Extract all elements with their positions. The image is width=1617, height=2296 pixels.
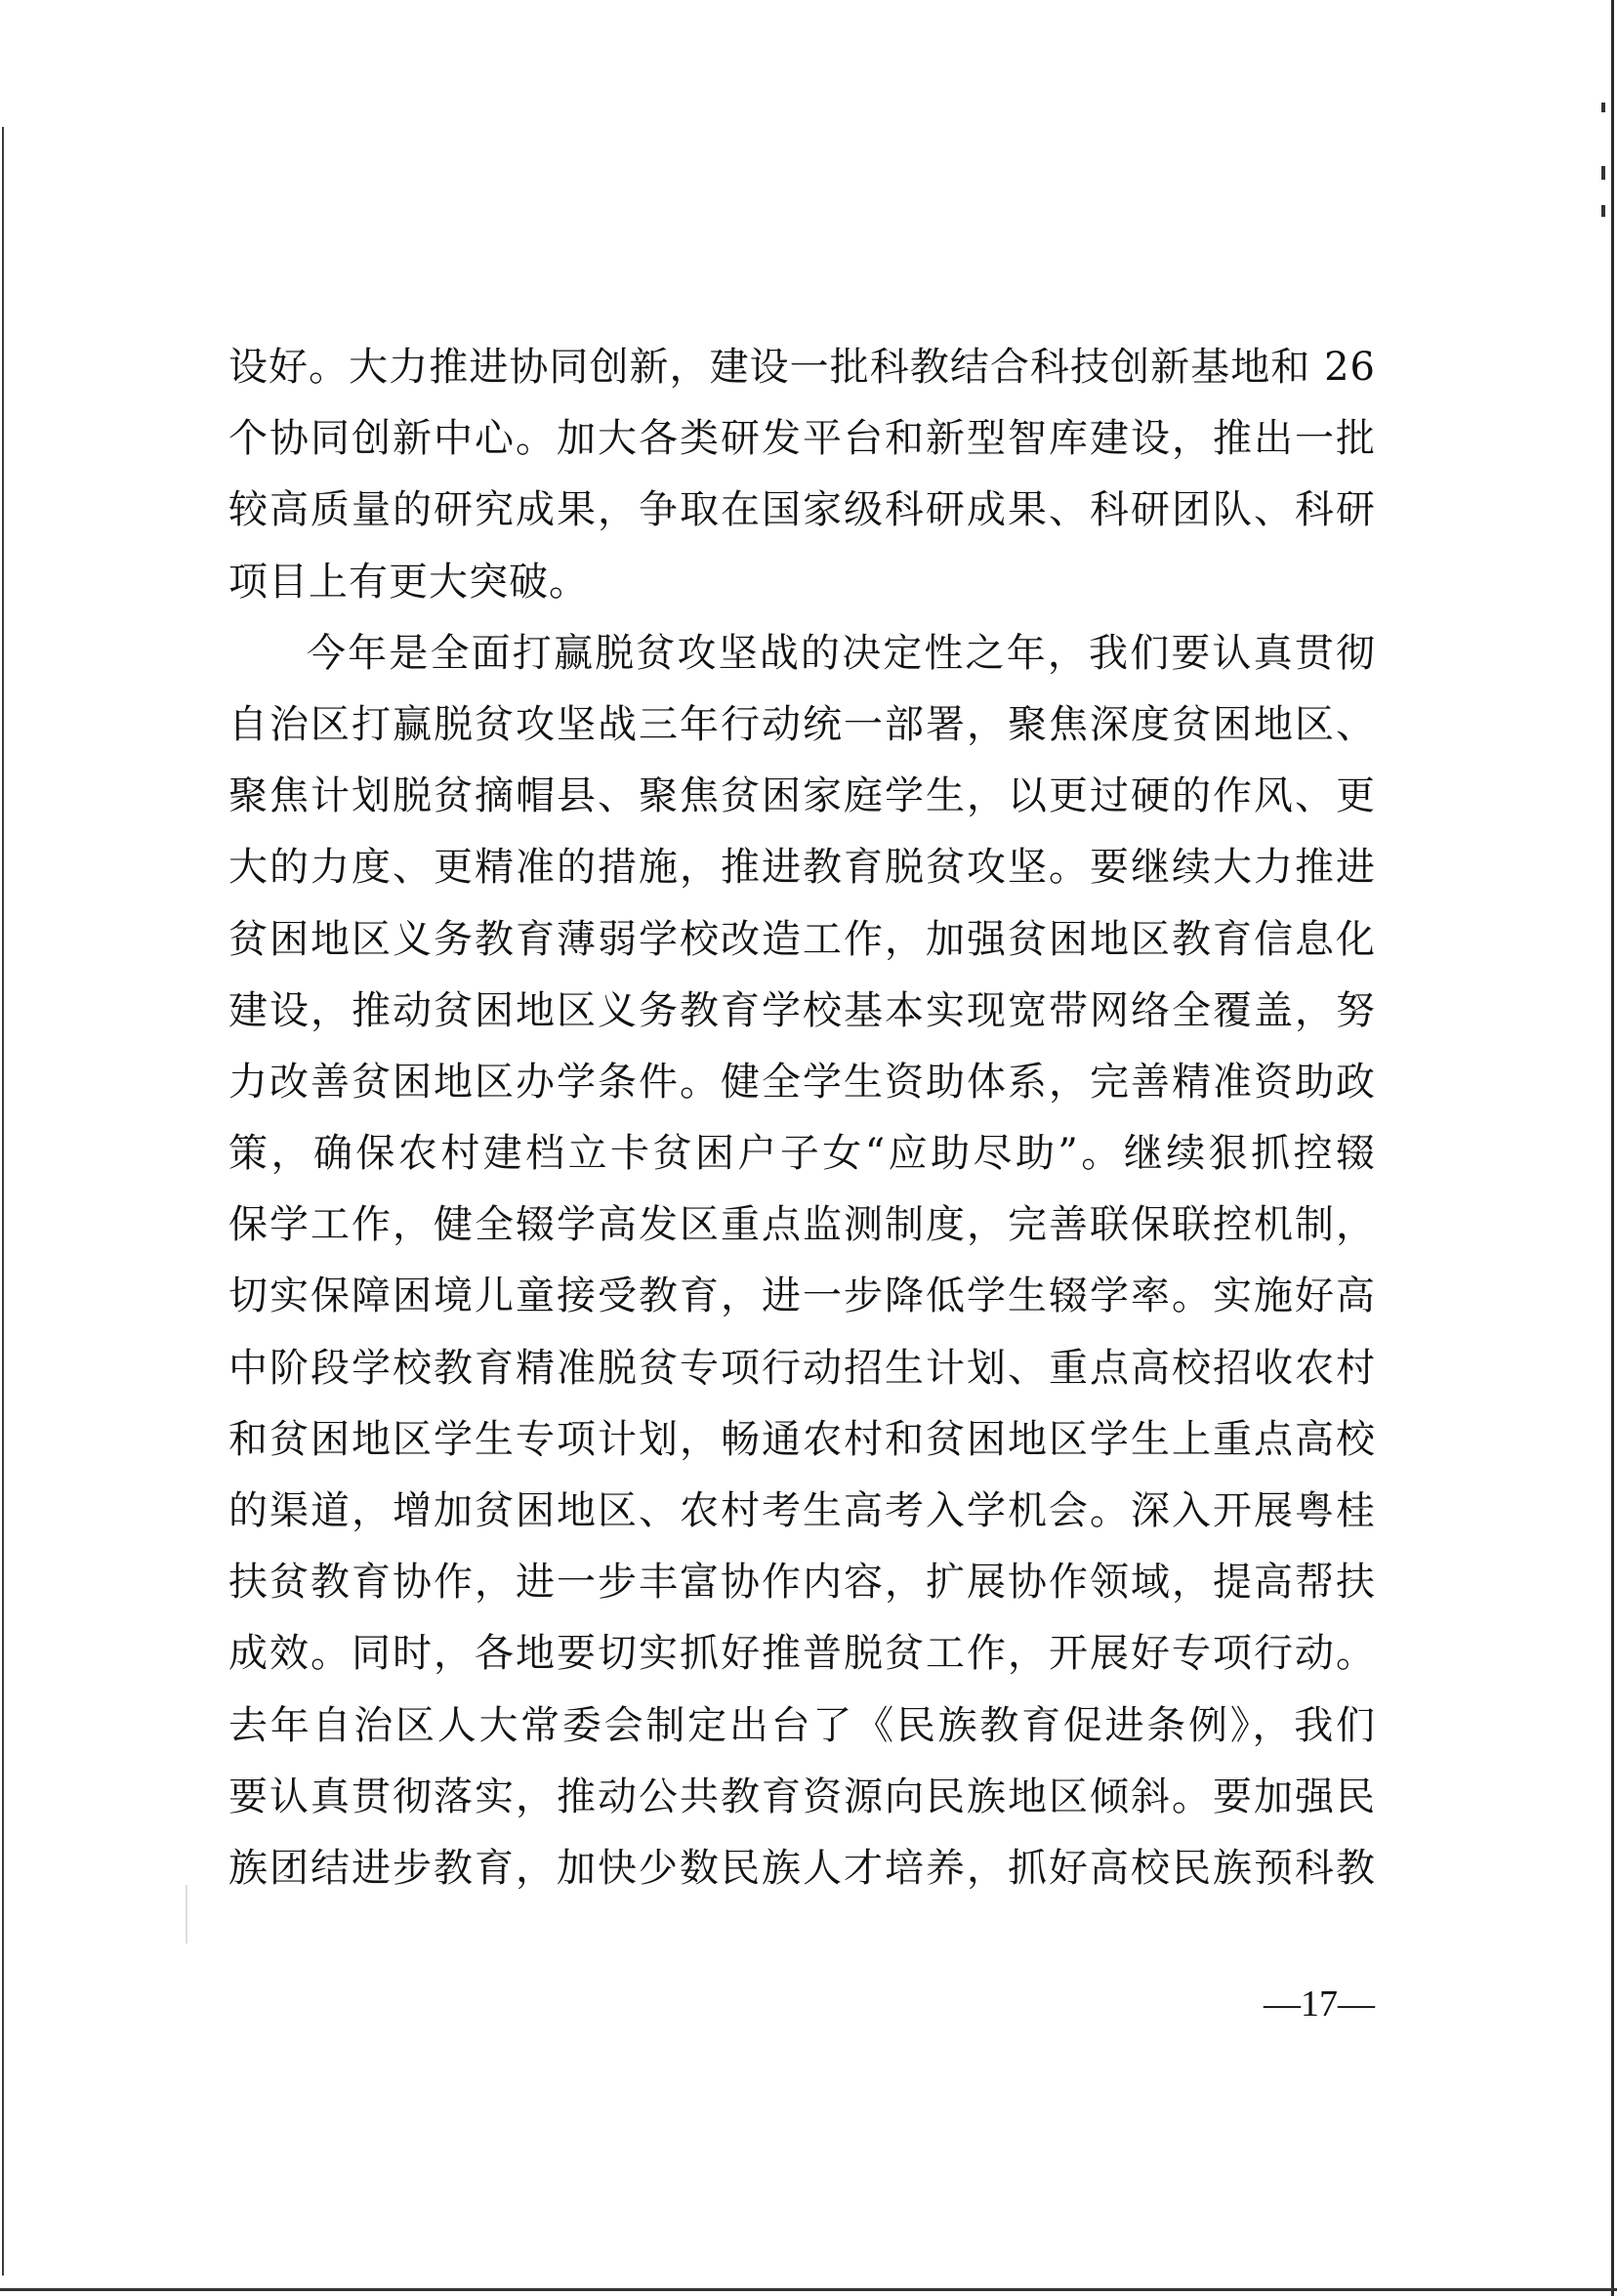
scan-mark — [1601, 103, 1605, 112]
text-line: 保学工作，健全辍学高发区重点监测制度，完善联保联控机制， — [228, 1202, 1376, 1248]
text-line: 个协同创新中心。加大各类研发平台和新型智库建设，推出一批 — [228, 416, 1376, 462]
text-line: 较高质量的研究成果，争取在国家级科研成果、科研团队、科研 — [228, 487, 1376, 533]
text-line: 成效。同时，各地要切实抓好推普脱贫工作，开展好专项行动。 — [228, 1631, 1376, 1677]
scan-mark — [1601, 205, 1605, 217]
body-text — [228, 332, 1376, 1904]
paragraph — [228, 332, 1376, 618]
scan-edge-right — [1611, 0, 1614, 2296]
scan-margin-mark — [186, 1885, 187, 1943]
text-line: 建设，推动贫困地区义务教育学校基本实现宽带网络全覆盖，努 — [228, 987, 1376, 1033]
text-line: 中阶段学校教育精准脱贫专项行动招生计划、重点高校招收农村 — [228, 1345, 1376, 1391]
text-line: 切实保障困境儿童接受教育，进一步降低学生辍学率。实施好高 — [228, 1273, 1376, 1319]
text-line: 项目上有更大突破。 — [228, 559, 589, 605]
text-line: 贫困地区义务教育薄弱学校改造工作，加强贫困地区教育信息化 — [228, 916, 1376, 962]
paragraph — [228, 618, 1376, 1904]
scan-edge-left — [2, 127, 4, 2275]
text-line: 自治区打赢脱贫攻坚战三年行动统一部署，聚焦深度贫困地区、 — [228, 701, 1376, 747]
text-line: 族团结进步教育，加快少数民族人才培养，抓好高校民族预科教 — [228, 1845, 1376, 1891]
text-line: 的渠道，增加贫困地区、农村考生高考入学机会。深入开展粤桂 — [228, 1488, 1376, 1533]
text-line: 扶贫教育协作，进一步丰富协作内容，扩展协作领域，提高帮扶 — [228, 1560, 1376, 1606]
text-line: 今年是全面打赢脱贫攻坚战的决定性之年，我们要认真贯彻 — [307, 630, 1376, 676]
page-number: —17— — [1264, 1983, 1375, 2025]
text-line: 和贫困地区学生专项计划，畅通农村和贫困地区学生上重点高校 — [228, 1416, 1376, 1462]
text-line: 聚焦计划脱贫摘帽县、聚焦贫困家庭学生，以更过硬的作风、更 — [228, 773, 1376, 819]
scan-mark — [1601, 166, 1605, 180]
text-line: 要认真贯彻落实，推动公共教育资源向民族地区倾斜。要加强民 — [228, 1774, 1376, 1819]
text-line: 力改善贫困地区办学条件。健全学生资助体系，完善精准资助政 — [228, 1059, 1376, 1105]
text-line: 策，确保农村建档立卡贫困户子女“应助尽助”。继续狠抓控辍 — [228, 1131, 1376, 1177]
text-line: 设好。大力推进协同创新，建设一批科教结合科技创新基地和 26 — [228, 345, 1376, 390]
text-line: 去年自治区人大常委会制定出台了《民族教育促进条例》，我们 — [228, 1702, 1376, 1748]
scan-edge-bottom — [0, 2288, 1617, 2291]
text-line: 大的力度、更精准的措施，推进教育脱贫攻坚。要继续大力推进 — [228, 845, 1376, 891]
